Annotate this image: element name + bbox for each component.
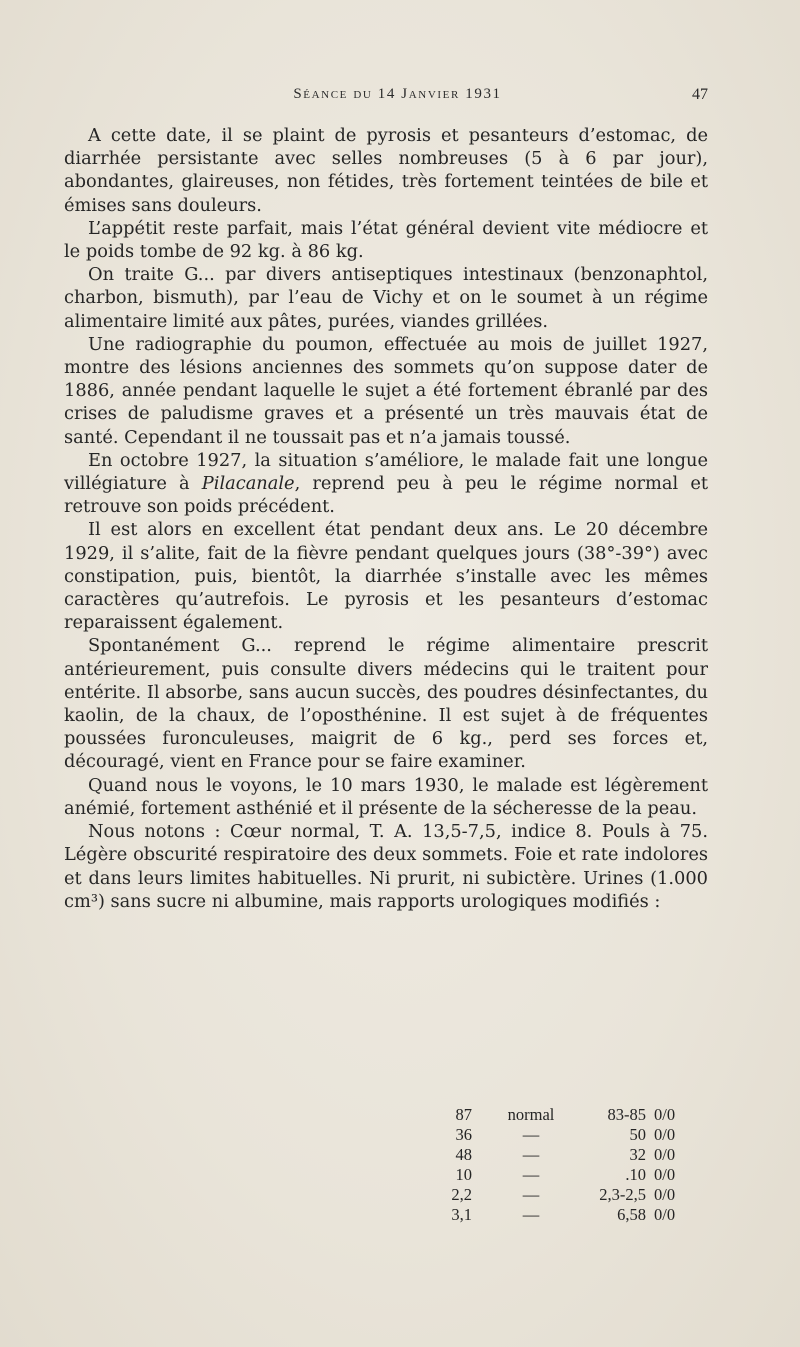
row-reference-label: normal [507, 1105, 555, 1124]
row-unit: 0/0 [654, 1165, 676, 1184]
row-reference-label: — [522, 1145, 540, 1164]
row-value: 10 [455, 1165, 472, 1184]
paragraph: Quand nous le voyons, le 10 mars 1930, le malade est légèrement anémié, fortement asthénié et il présente de la sécheresse de la peau. [64, 774, 708, 819]
row-normal-range: 32 [629, 1145, 646, 1164]
urology-table [118, 1105, 678, 1225]
row-normal-range: 83-85 [607, 1105, 646, 1124]
row-reference-label: — [522, 1185, 540, 1204]
place-name-italic: Pilacanale [201, 473, 295, 495]
table-row [118, 1185, 678, 1205]
paragraph: Une radiographie du poumon, effectuée au mois de juillet 1927, montre des lésions anciennes des sommets qu’on suppose dater de 1886, année pendant laquelle le sujet a été fortement ébranlé par des crises de paludisme graves et a présenté un très mauvais état de santé. Cependant il ne toussait pas et n’a jamais toussé. [64, 333, 708, 448]
row-value: 36 [455, 1125, 472, 1144]
row-normal-range: 2,3-2,5 [599, 1185, 646, 1204]
row-normal-range: 50 [629, 1125, 646, 1144]
page-number: 47 [692, 86, 708, 103]
row-unit: 0/0 [654, 1185, 676, 1204]
table-row [118, 1145, 678, 1165]
row-reference-label: — [522, 1165, 540, 1184]
row-value: 87 [455, 1105, 472, 1124]
paragraph: Il est alors en excellent état pendant deux ans. Le 20 décembre 1929, il s’alite, fait de la fièvre pendant quelques jours (38°-39°) avec constipation, puis, bientôt, la diarrhée s’installe avec les mêmes caractères qu’autrefois. Le pyrosis et les pesanteurs d’estomac reparaissent également. [64, 519, 708, 634]
paragraph-text: En octobre 1927, la situation s’améliore, le malade fait une longue villégiature à [64, 449, 708, 495]
running-title: Séance du 14 Janvier 1931 [293, 86, 502, 102]
paragraph: Nous notons : Cœur normal, T. A. 13,5-7,5, indice 8. Pouls à 75. Légère obscurité respiratoire des deux sommets. Foie et rate indolores et dans leurs limites habituelles. Ni prurit, ni subictère. Urines (1.000 cm³) sans sucre ni albumine, mais rapports urologiques modifiés : [64, 821, 708, 912]
paragraph: Spontanément G... reprend le régime alimentaire prescrit antérieurement, puis consulte divers médecins qui le traitent pour entérite. Il absorbe, sans aucun succès, des poudres désinfectantes, du kaolin, de la chaux, de l’oposthénine. Il est sujet à de fréquentes poussées furonculeuses, maigrit de 6 kg., perd ses forces et, découragé, vient en France pour se faire examiner. [64, 635, 708, 773]
paragraph: L’appétit reste parfait, mais l’état général devient vite médiocre et le poids tombe de 92 kg. à 86 kg. [64, 217, 708, 263]
table-row [118, 1205, 678, 1225]
table-row [118, 1105, 678, 1125]
row-unit: 0/0 [654, 1205, 676, 1224]
row-unit: 0/0 [654, 1125, 676, 1144]
row-value: 2,2 [451, 1185, 472, 1204]
running-header [85, 86, 710, 110]
row-reference-label: — [522, 1205, 540, 1224]
row-normal-range: 6,58 [617, 1205, 646, 1224]
row-value: 3,1 [451, 1205, 472, 1224]
paragraph [64, 449, 708, 519]
row-unit: 0/0 [654, 1145, 676, 1164]
row-reference-label: — [522, 1125, 540, 1144]
body-text [64, 124, 708, 913]
table-row [118, 1125, 678, 1145]
table-row [118, 1165, 678, 1185]
row-value: 48 [455, 1145, 472, 1164]
row-unit: 0/0 [654, 1105, 676, 1124]
paragraph-text: , reprend peu à peu le régime normal et retrouve son poids précédent. [64, 473, 709, 518]
paragraph: On traite G... par divers antiseptiques intestinaux (benzonaphtol, charbon, bismuth), par l’eau de Vichy et on le soumet à un régime alimentaire limité aux pâtes, purées, viandes grillées. [64, 264, 708, 332]
paragraph: A cette date, il se plaint de pyrosis et pesanteurs d’estomac, de diarrhée persistante avec selles nombreuses (5 à 6 par jour), abondantes, glaireuses, non fétides, très fortement teintées de bile et émises sans douleurs. [64, 125, 708, 216]
row-normal-range: .10 [625, 1165, 646, 1184]
